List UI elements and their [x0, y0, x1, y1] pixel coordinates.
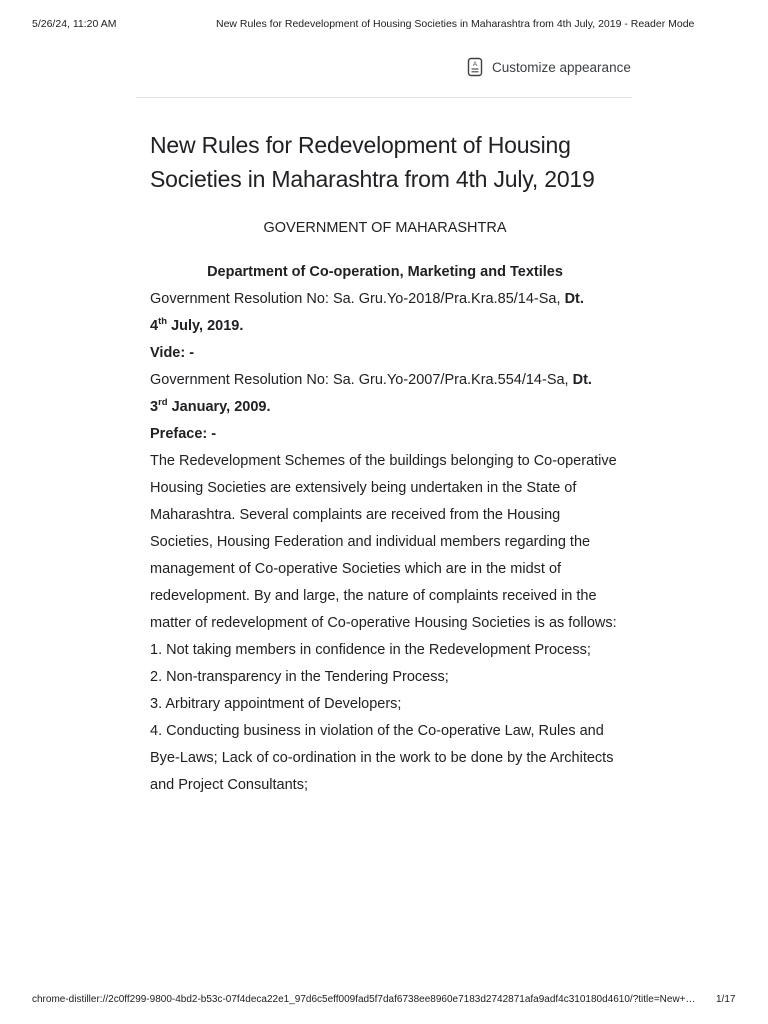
resolution-2 [150, 367, 620, 421]
government-heading: GOVERNMENT OF MAHARASHTRA [263, 220, 507, 236]
resolution-2-sup: rd [158, 397, 168, 409]
resolution-1-text: Government Resolution No: Sa. Gru.Yo-2018/Pra.Kra.85/14-Sa, [150, 291, 565, 307]
list-item: 2. Non-transparency in the Tendering Process; [150, 669, 449, 685]
print-url: chrome-distiller://2c0ff299-9800-4bd2-b53c-07f4deca22e1_97d6c5eff009fad5f7daf6738ee8960e7183d2742871afa9adf4c310180d4610/?title=New+… [32, 994, 696, 1005]
resolution-1-date: July, 2019. [167, 318, 244, 334]
department-heading [150, 258, 620, 286]
vide-text: Vide: - [150, 345, 195, 361]
preface-label [150, 421, 620, 448]
resolution-2-text: Government Resolution No: Sa. Gru.Yo-2007/Pra.Kra.554/14-Sa, [150, 372, 573, 388]
vide-label [150, 340, 620, 367]
list-item: 3. Arbitrary appointment of Developers; [150, 696, 402, 712]
resolution-1 [150, 286, 620, 340]
article-title: New Rules for Redevelopment of Housing Societies in Maharashtra from 4th July, 2019 [150, 132, 595, 192]
svg-text:A: A [472, 61, 478, 68]
print-header [0, 18, 768, 34]
preface-paragraph: The Redevelopment Schemes of the buildings belonging to Co-operative Housing Societies are extensively being undertaken in the State of Maharashtra. Several complaints are received from the Housing Societies, Housing Federation and individual members regarding the management of Co-operative Societies which are in the midst of redevelopment. By and large, the nature of complaints received in the matter of redevelopment of Co-operative Housing Societies is as follows: [150, 453, 617, 631]
article-body [150, 128, 620, 799]
customize-appearance-button[interactable] [466, 57, 631, 77]
customize-appearance-icon [466, 57, 484, 77]
list-item: 4. Conducting business in violation of the Co-operative Law, Rules and Bye-Laws; Lack of co-ordination in the work to be done by the Architects and Project Consultants; [150, 723, 614, 793]
resolution-1-sup: th [158, 316, 168, 328]
print-datetime: 5/26/24, 11:20 AM [32, 18, 117, 30]
resolution-2-day: 3 [150, 399, 159, 415]
print-footer [0, 994, 768, 1010]
resolution-2-date: January, 2009. [167, 399, 271, 415]
resolution-2-dt: Dt. [572, 372, 592, 388]
customize-appearance-label: Customize appearance [492, 59, 631, 75]
list-item: 1. Not taking members in confidence in the Redevelopment Process; [150, 642, 591, 658]
department-name: Department of Co-operation, Marketing and Textiles [207, 264, 563, 280]
toolbar-divider [136, 97, 632, 98]
resolution-1-dt: Dt. [564, 291, 584, 307]
preface-text-label: Preface: - [150, 426, 217, 442]
resolution-1-day: 4 [150, 318, 159, 334]
page-number: 1/17 [716, 994, 736, 1005]
print-page-title: New Rules for Redevelopment of Housing Societies in Maharashtra from 4th July, 2019 - Reader Mode [216, 18, 695, 30]
